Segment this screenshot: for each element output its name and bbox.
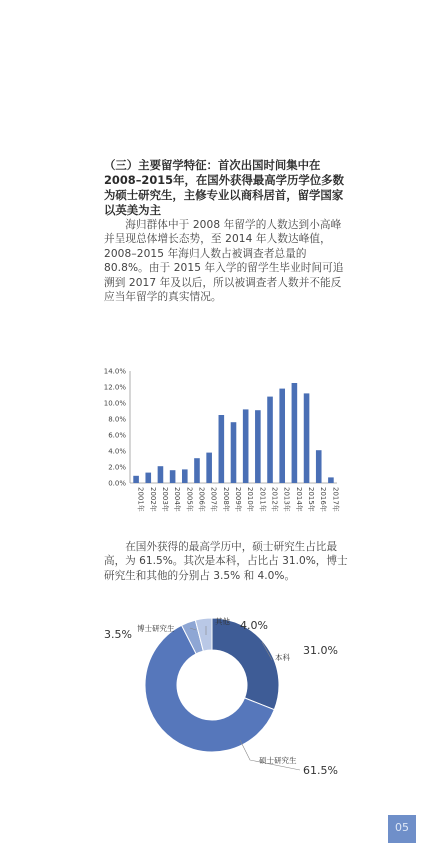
bar: [292, 383, 298, 483]
bar: [316, 450, 322, 483]
slice-label: 本科: [275, 653, 290, 662]
x-tick-label: 2003年: [160, 487, 169, 512]
page-number: 05: [395, 821, 409, 834]
bar: [219, 415, 225, 483]
x-tick-label: 2008年: [221, 487, 230, 512]
bar: [145, 473, 151, 483]
x-tick-label: 2001年: [136, 487, 145, 512]
slice-value-label: 3.5%: [104, 628, 132, 641]
slice-value-label: 61.5%: [303, 764, 338, 777]
x-tick-label: 2017年: [331, 487, 340, 512]
x-tick-label: 2002年: [148, 487, 157, 512]
x-tick-label: 2014年: [294, 487, 303, 512]
bar: [255, 410, 261, 483]
x-tick-label: 2006年: [197, 487, 206, 512]
y-tick-label: 2.0%: [108, 463, 126, 472]
y-tick-label: 0.0%: [108, 479, 126, 488]
y-tick-label: 6.0%: [108, 431, 126, 440]
bar: [206, 453, 212, 483]
donut-chart: [0, 600, 431, 790]
paragraph-degree-share: 在国外获得的最高学历中，硕士研究生占比最高，为 61.5%。其次是本科，占比占 31.0%，博士研究生和其他的分别占 3.5% 和 4.0%。: [104, 541, 348, 582]
bar: [194, 458, 200, 483]
bar: [182, 469, 188, 483]
x-tick-label: 2016年: [319, 487, 328, 512]
slice-label: 其他: [215, 617, 230, 626]
page-number-badge: [388, 815, 416, 843]
x-tick-label: 2005年: [185, 487, 194, 512]
y-tick-label: 10.0%: [103, 399, 126, 408]
paragraph-return-trend: 海归群体中于 2008 年留学的人数达到小高峰并呈现总体增长态势，至 2014 年人数达峰值，2008–2015 年海归人数占被调查者总量的 80.8%。由于 2015 年入学的留学生毕业时间可追溯到 2017 年及以后，所以被调查者人数并不能反应当年留学的真实情况。: [104, 219, 344, 304]
bar: [158, 466, 164, 483]
slice-label: 硕士研究生: [259, 756, 297, 765]
y-tick-label: 12.0%: [103, 383, 126, 392]
bar: [328, 477, 334, 483]
x-tick-label: 2011年: [258, 487, 267, 512]
y-tick-label: 14.0%: [103, 367, 126, 376]
bar: [279, 389, 285, 483]
bar: [170, 470, 176, 483]
leader-line: [240, 740, 300, 770]
slice-value-label: 4.0%: [240, 619, 268, 632]
x-tick-label: 2012年: [270, 487, 279, 512]
x-tick-label: 2004年: [173, 487, 182, 512]
bar: [243, 409, 249, 483]
x-tick-label: 2009年: [234, 487, 242, 512]
bar: [267, 397, 273, 483]
slice-value-label: 31.0%: [303, 644, 338, 657]
bar: [231, 422, 237, 483]
x-tick-label: 2013年: [282, 487, 291, 512]
x-tick-label: 2010年: [246, 487, 255, 512]
y-tick-label: 4.0%: [108, 447, 126, 456]
slice-label: 博士研究生: [137, 624, 175, 633]
x-tick-label: 2015年: [307, 487, 316, 512]
y-tick-label: 8.0%: [108, 415, 126, 424]
x-tick-label: 2007年: [209, 487, 218, 512]
section-heading: （三）主要留学特征：首次出国时间集中在2008–2015年，在国外获得最高学历学位多数为硕士研究生，主修专业以商科居首，留学国家以英美为主: [104, 158, 344, 217]
bar: [133, 476, 139, 483]
bar: [304, 393, 310, 483]
